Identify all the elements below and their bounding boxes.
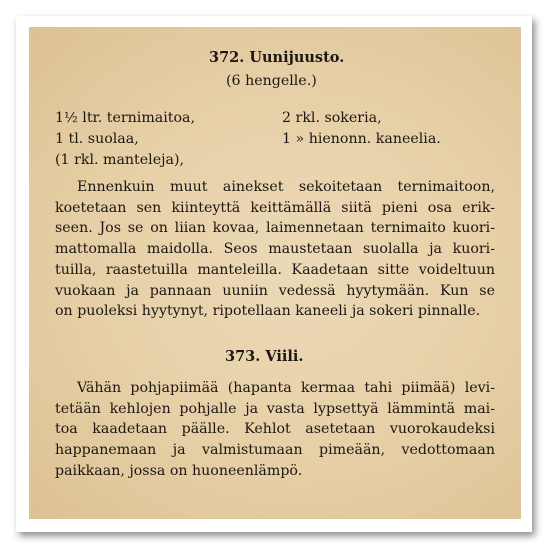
recipe-372-title: 372. Uunijuusto.	[209, 49, 345, 66]
recipe-372-instructions	[55, 177, 495, 322]
recipe-373-title: 373. Viili.	[225, 348, 304, 365]
text-line: toa kaadetaan päälle. Kehlot asetetaan vuorokaudeksi	[55, 421, 495, 438]
recipe-372-servings: (6 hengelle.)	[226, 73, 317, 89]
text-line: happanemaan ja valmistumaan pimeään, vedottomaan	[55, 442, 495, 459]
ingredient-left-1: 1½ ltr. ternimaitoa,	[55, 110, 195, 126]
text-line: koetetaan sen kiinteyttä keittämällä siitä pieni osa erik-	[55, 199, 495, 216]
book-page	[29, 27, 521, 519]
text-line: tuilla, raastetuilla manteleilla. Kaadetaan sitte voideltuun	[55, 261, 495, 278]
text-line: Ennenkuin muut ainekset sekoitetaan ternimaitoon,	[77, 179, 495, 195]
text-line: paikkaan, jossa on huoneenlämpö.	[55, 462, 303, 479]
recipe-373-instructions	[55, 378, 495, 482]
ingredient-left-3: (1 rkl. manteleja),	[55, 152, 184, 168]
text-line: vuokaan ja pannaan uuniin vedessä hyytymään. Kun se	[55, 282, 495, 299]
text-line: Vähän pohjapiimää (hapanta kermaa tahi piimää) levi-	[77, 380, 495, 396]
ingredient-right-2: 1 » hienonn. kaneelia.	[282, 131, 441, 147]
text-line: on puoleksi hyytynyt, ripotellaan kaneeli ja sokeri pinnalle.	[55, 303, 481, 320]
ingredient-right-1: 2 rkl. sokeria,	[282, 110, 382, 126]
text-line: mattomalla maidolla. Seos maustetaan suolalla ja kuori-	[55, 241, 495, 258]
ingredient-left-2: 1 tl. suolaa,	[55, 131, 139, 147]
text-line: seen. Jos se on liian kovaa, laimennetaan ternimaito kuori-	[55, 220, 495, 237]
text-line: tetään kehlojen pohjalle ja vasta lypsettyä lämmintä mai-	[55, 400, 495, 417]
